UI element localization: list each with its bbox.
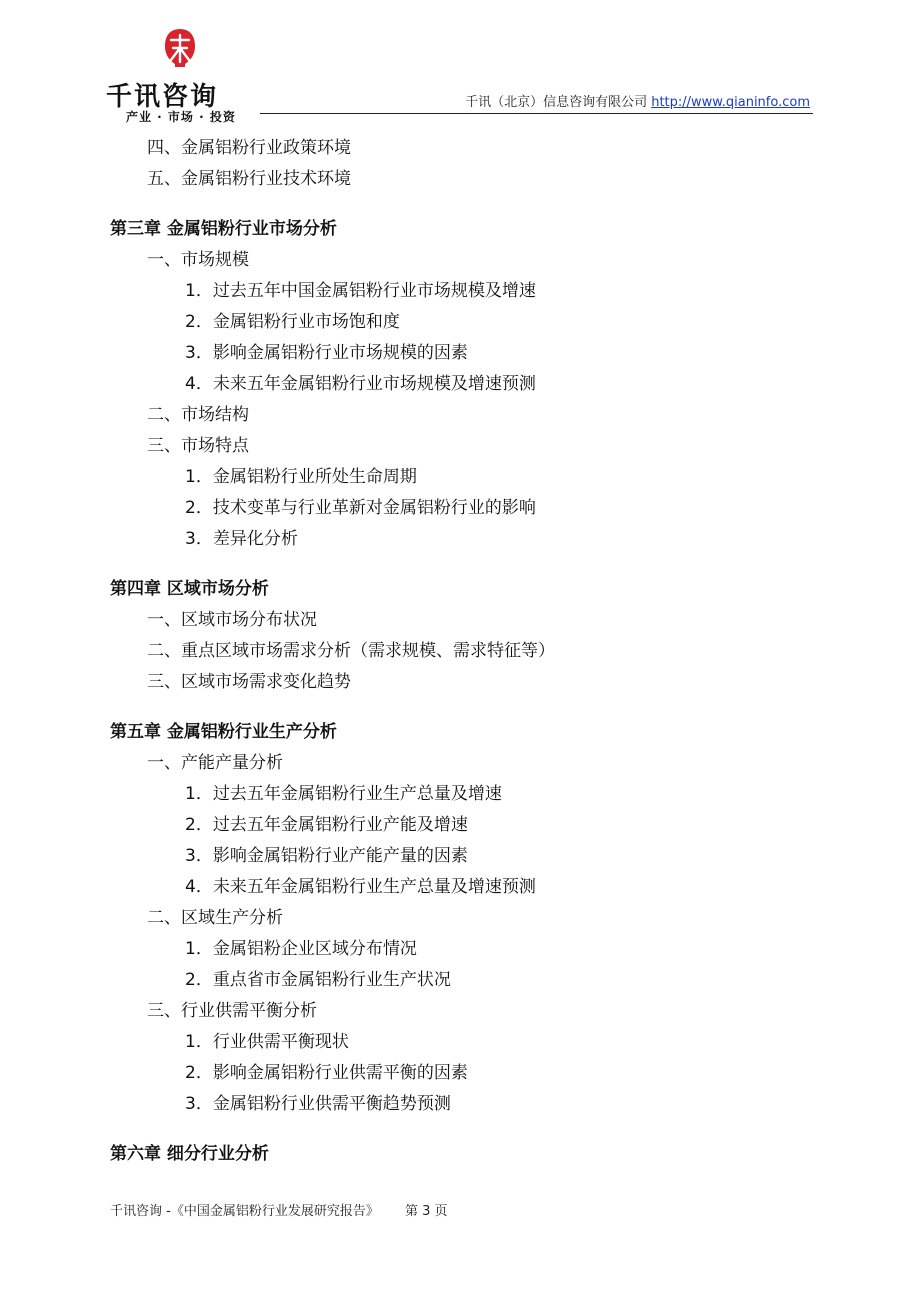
toc-subsection-item: 2．影响金属铝粉行业供需平衡的因素 [185,1063,468,1083]
toc-subsection-item: 1．过去五年中国金属铝粉行业市场规模及增速 [185,281,536,301]
toc-section-item: 五、金属铝粉行业技术环境 [147,169,351,189]
toc-subsection-item: 2．过去五年金属铝粉行业产能及增速 [185,815,468,835]
toc-subsection-item: 2．金属铝粉行业市场饱和度 [185,312,400,332]
toc-subsection-item: 2．技术变革与行业革新对金属铝粉行业的影响 [185,498,536,518]
toc-chapter-heading: 第六章 细分行业分析 [110,1144,269,1164]
toc-section-item: 三、区域市场需求变化趋势 [147,672,351,692]
toc-chapter-heading: 第五章 金属铝粉行业生产分析 [110,722,337,742]
seal-logo-icon [164,28,196,68]
toc-section-item: 三、市场特点 [147,436,249,456]
toc-subsection-item: 3．金属铝粉行业供需平衡趋势预测 [185,1094,451,1114]
toc-subsection-item: 4．未来五年金属铝粉行业生产总量及增速预测 [185,877,536,897]
toc-chapter-heading: 第三章 金属铝粉行业市场分析 [110,219,337,239]
toc-subsection-item: 1．金属铝粉企业区域分布情况 [185,939,417,959]
toc-subsection-item: 3．影响金属铝粉行业市场规模的因素 [185,343,468,363]
toc-section-item: 一、区域市场分布状况 [147,610,317,630]
toc-section-item: 三、行业供需平衡分析 [147,1001,317,1021]
toc-subsection-item: 1．行业供需平衡现状 [185,1032,349,1052]
toc-section-item: 二、区域生产分析 [147,908,283,928]
toc-subsection-item: 2．重点省市金属铝粉行业生产状况 [185,970,451,990]
page-number: 第 3 页 [404,1204,448,1219]
toc-subsection-item: 3．影响金属铝粉行业产能产量的因素 [185,846,468,866]
table-of-contents [110,133,820,1170]
logo-tagline: 产业 · 市场 · 投资 [126,110,236,124]
toc-section-item: 二、市场结构 [147,405,249,425]
toc-subsection-item: 3．差异化分析 [185,529,298,549]
toc-subsection-item: 1．金属铝粉行业所处生命周期 [185,467,417,487]
footer-title: 千讯咨询 -《中国金属铝粉行业发展研究报告》 [110,1204,379,1219]
page-header [0,0,920,130]
company-website-link[interactable]: http://www.qianinfo.com [651,95,810,110]
toc-section-item: 二、重点区域市场需求分析（需求规模、需求特征等） [147,641,555,661]
header-company-info [465,91,810,110]
page-footer [110,1200,448,1219]
toc-section-item: 四、金属铝粉行业政策环境 [147,138,351,158]
toc-section-item: 一、产能产量分析 [147,753,283,773]
toc-subsection-item: 1．过去五年金属铝粉行业生产总量及增速 [185,784,502,804]
toc-chapter-heading: 第四章 区域市场分析 [110,579,269,599]
toc-section-item: 一、市场规模 [147,250,249,270]
company-logo [106,24,256,124]
toc-subsection-item: 4．未来五年金属铝粉行业市场规模及增速预测 [185,374,536,394]
header-divider [260,113,813,114]
logo-title: 千讯咨询 [106,82,219,112]
company-name: 千讯（北京）信息咨询有限公司 [465,95,648,110]
